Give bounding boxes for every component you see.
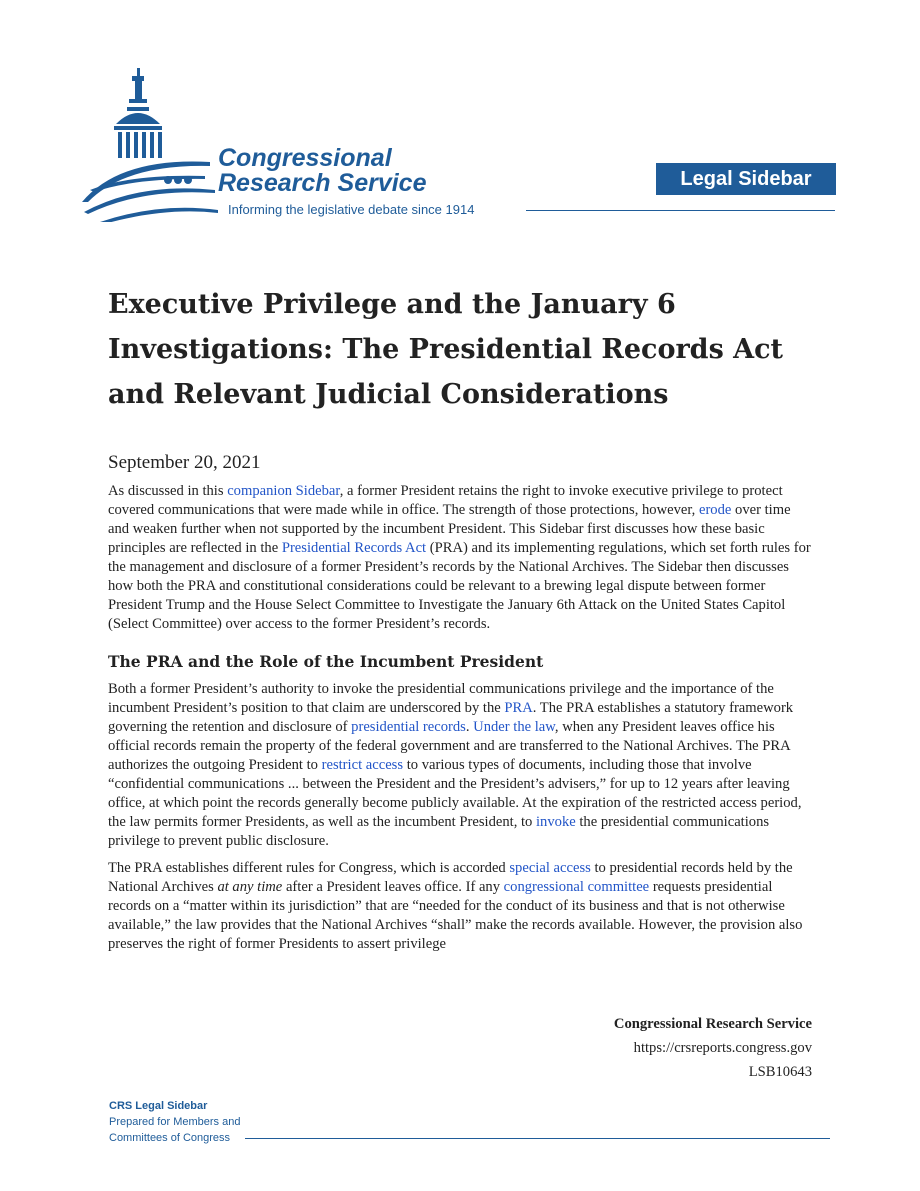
org-name-line1: Congressional [218,144,392,172]
prepared-line-1: Prepared for Members and [109,1116,241,1128]
section-heading: The PRA and the Role of the Incumbent President [108,652,544,671]
paragraph-pra [108,680,813,851]
text-run: . [465,719,474,735]
text-run: As discussed in this [108,483,228,499]
text-run: (PRA) and its implementing regulations, which set forth rules for the management and disclosure of a former President’s records by the National Archives. The Sidebar then discusses how both the PRA and constitutional considerations could be relevant to a brewing legal dispute between former President Trump and the House Select Committee to Investigate the January 6th Attack on the United States Capitol (Select Committee) over access to the former President’s records. [108,540,811,632]
report-footer [560,1012,812,1084]
legal-sidebar-badge: Legal Sidebar [656,163,836,195]
link-pra[interactable]: PRA [504,700,533,716]
link-restrict-access[interactable]: restrict access [321,757,404,773]
link-presidential-records-act[interactable]: Presidential Records Act [281,540,427,556]
page-title: Executive Privilege and the January 6 Investigations: The Presidential Records Act and Relevant Judicial Considerations [108,289,784,410]
link-special-access[interactable]: special access [509,860,591,876]
footer-url[interactable]: https://crsreports.congress.gov [633,1040,812,1056]
link-presidential-records[interactable]: presidential records [351,719,466,735]
link-erode[interactable]: erode [698,502,732,518]
text-run: requests presidential records on a “matter within its jurisdiction” that are “needed for the conduct of its business and that is not otherwise available,” the law provides that the National Archives “shall” make the records available. However, the provision also preserves the right of former Presidents to assert privilege [108,879,803,952]
report-id: LSB10643 [748,1064,812,1080]
header-divider [526,210,835,211]
text-run: . The PRA establishes a statutory framework governing the retention and disclosure of [108,700,794,735]
org-name [218,146,426,196]
paragraph-intro [108,482,813,634]
capitol-dome-icon [80,62,220,222]
crs-logo [80,62,540,222]
text-run: Both a former President’s authority to invoke the presidential communications privilege and the importance of the incumbent President’s position to that claim are underscored by the [108,681,774,716]
text-run: to various types of documents, including those that involve “confidential communications ... between the President and the President’s advisers,” for up to 12 years after leaving office, at which point the records generally become publicly available. At the expiration of the restricted access period, the law permits former Presidents, as well as the incumbent President, to [108,757,802,830]
text-run: the presidential communications privilege to prevent public disclosure. [108,814,770,849]
org-name-line2: Research Service [218,169,427,197]
text-run: over time and weaken further when not supported by the incumbent President. This Sidebar first discusses how these basic principles are reflected in the [108,502,791,556]
text-run: after a President leaves office. If any [282,879,504,895]
text-run: to presidential records held by the National Archives [108,860,793,895]
org-tagline: Informing the legislative debate since 1914 [228,202,475,217]
publication-date: September 20, 2021 [108,452,261,473]
prepared-line-2: Committees of Congress [109,1132,231,1144]
text-run: The PRA establishes different rules for Congress, which is accorded [108,860,510,876]
footer-org: Congressional Research Service [613,1016,812,1032]
link-congressional-committee[interactable]: congressional committee [503,879,650,895]
article-body [108,482,813,962]
footer-divider [245,1138,830,1139]
paragraph-congress [108,859,813,954]
series-name: CRS Legal Sidebar [109,1100,208,1112]
text-run: , when any President leaves office his official records remain the property of the federal government and are transferred to the National Archives. The PRA authorizes the outgoing President to [108,719,790,773]
text-run: , a former President retains the right to invoke executive privilege to protect covered communications that were made while in office. The strength of those protections, however, [108,483,783,518]
link-invoke[interactable]: invoke [536,814,576,830]
link-under-the-law[interactable]: Under the law [473,719,555,735]
italic-run: at any time [217,879,283,895]
series-footer [109,1098,240,1146]
link-companion-sidebar[interactable]: companion Sidebar [227,483,340,499]
